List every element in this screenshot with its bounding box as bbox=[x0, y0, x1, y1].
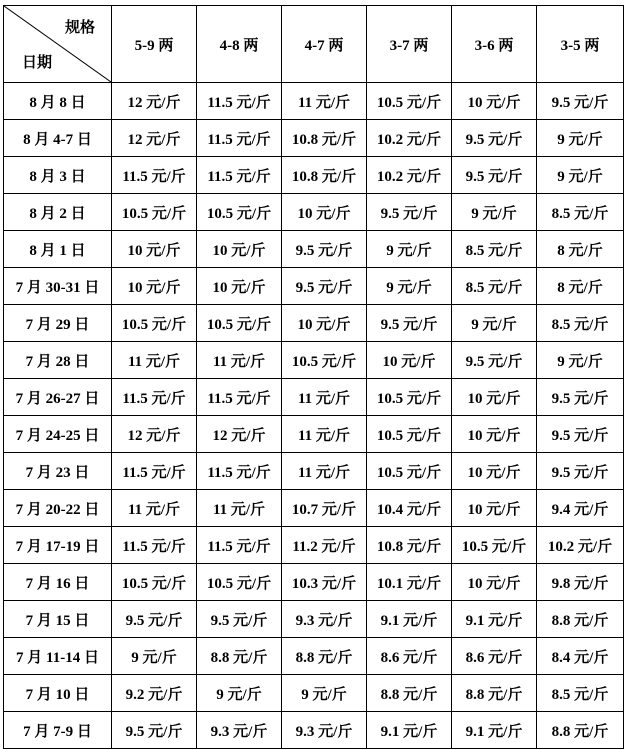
price-cell: 9.5 元/斤 bbox=[452, 157, 537, 194]
spec-header: 3-7 两 bbox=[367, 6, 452, 83]
date-cell: 8 月 1 日 bbox=[4, 231, 112, 268]
price-cell: 9 元/斤 bbox=[282, 675, 367, 712]
date-cell: 8 月 8 日 bbox=[4, 83, 112, 120]
price-cell: 10.7 元/斤 bbox=[282, 490, 367, 527]
date-cell: 7 月 17-19 日 bbox=[4, 527, 112, 564]
price-cell: 11.5 元/斤 bbox=[197, 379, 282, 416]
price-cell: 11.5 元/斤 bbox=[197, 453, 282, 490]
price-cell: 10.2 元/斤 bbox=[367, 157, 452, 194]
price-cell: 9 元/斤 bbox=[367, 231, 452, 268]
price-cell: 9.1 元/斤 bbox=[367, 712, 452, 749]
spec-header: 3-5 两 bbox=[537, 6, 624, 83]
price-cell: 9.5 元/斤 bbox=[537, 416, 624, 453]
price-cell: 8.8 元/斤 bbox=[197, 638, 282, 675]
price-cell: 10 元/斤 bbox=[112, 268, 197, 305]
price-cell: 10 元/斤 bbox=[452, 564, 537, 601]
price-cell: 9 元/斤 bbox=[452, 194, 537, 231]
table-header bbox=[4, 6, 624, 83]
price-cell: 9 元/斤 bbox=[452, 305, 537, 342]
date-cell: 7 月 24-25 日 bbox=[4, 416, 112, 453]
price-cell: 10 元/斤 bbox=[367, 342, 452, 379]
price-cell: 11.5 元/斤 bbox=[112, 157, 197, 194]
table-body bbox=[4, 83, 624, 749]
price-cell: 9.5 元/斤 bbox=[452, 120, 537, 157]
price-cell: 10.5 元/斤 bbox=[367, 453, 452, 490]
date-cell: 7 月 26-27 日 bbox=[4, 379, 112, 416]
price-cell: 9.3 元/斤 bbox=[282, 601, 367, 638]
price-cell: 8.8 元/斤 bbox=[537, 601, 624, 638]
date-cell: 7 月 29 日 bbox=[4, 305, 112, 342]
table-row bbox=[4, 83, 624, 120]
price-cell: 8.6 元/斤 bbox=[367, 638, 452, 675]
date-axis-label: 日期 bbox=[22, 55, 53, 71]
price-cell: 11.5 元/斤 bbox=[112, 527, 197, 564]
price-cell: 9.3 元/斤 bbox=[197, 712, 282, 749]
date-cell: 7 月 23 日 bbox=[4, 453, 112, 490]
price-cell: 9.1 元/斤 bbox=[367, 601, 452, 638]
price-cell: 10.5 元/斤 bbox=[197, 305, 282, 342]
price-cell: 10.5 元/斤 bbox=[112, 564, 197, 601]
price-cell: 8.5 元/斤 bbox=[452, 268, 537, 305]
price-cell: 9.4 元/斤 bbox=[537, 490, 624, 527]
price-cell: 11 元/斤 bbox=[282, 83, 367, 120]
price-cell: 11.5 元/斤 bbox=[197, 120, 282, 157]
price-cell: 8.8 元/斤 bbox=[367, 675, 452, 712]
price-cell: 8.8 元/斤 bbox=[537, 712, 624, 749]
price-cell: 10.2 元/斤 bbox=[537, 527, 624, 564]
price-cell: 9.5 元/斤 bbox=[537, 453, 624, 490]
table-row bbox=[4, 342, 624, 379]
table-row bbox=[4, 416, 624, 453]
price-cell: 10.5 元/斤 bbox=[452, 527, 537, 564]
price-cell: 8.8 元/斤 bbox=[282, 638, 367, 675]
price-cell: 9.5 元/斤 bbox=[367, 194, 452, 231]
price-table bbox=[3, 5, 624, 749]
price-cell: 11 元/斤 bbox=[112, 490, 197, 527]
price-cell: 9.1 元/斤 bbox=[452, 601, 537, 638]
price-cell: 11 元/斤 bbox=[282, 416, 367, 453]
date-cell: 7 月 28 日 bbox=[4, 342, 112, 379]
price-cell: 9.5 元/斤 bbox=[112, 712, 197, 749]
price-cell: 9 元/斤 bbox=[537, 342, 624, 379]
price-cell: 10 元/斤 bbox=[197, 231, 282, 268]
corner-header-cell bbox=[4, 6, 112, 83]
price-cell: 9.5 元/斤 bbox=[197, 601, 282, 638]
price-cell: 10.5 元/斤 bbox=[367, 379, 452, 416]
price-cell: 8 元/斤 bbox=[537, 231, 624, 268]
price-cell: 9.5 元/斤 bbox=[452, 342, 537, 379]
date-cell: 8 月 4-7 日 bbox=[4, 120, 112, 157]
price-cell: 8.5 元/斤 bbox=[537, 305, 624, 342]
price-cell: 9.8 元/斤 bbox=[537, 564, 624, 601]
price-cell: 10.5 元/斤 bbox=[197, 564, 282, 601]
price-cell: 9.5 元/斤 bbox=[282, 231, 367, 268]
table-row bbox=[4, 453, 624, 490]
price-cell: 10.5 元/斤 bbox=[367, 416, 452, 453]
table-row bbox=[4, 601, 624, 638]
spec-header: 3-6 两 bbox=[452, 6, 537, 83]
price-cell: 12 元/斤 bbox=[112, 416, 197, 453]
price-cell: 10.5 元/斤 bbox=[112, 305, 197, 342]
price-cell: 10 元/斤 bbox=[197, 268, 282, 305]
table-row bbox=[4, 120, 624, 157]
price-cell: 9.5 元/斤 bbox=[537, 83, 624, 120]
date-cell: 7 月 7-9 日 bbox=[4, 712, 112, 749]
date-cell: 7 月 11-14 日 bbox=[4, 638, 112, 675]
price-cell: 10.5 元/斤 bbox=[112, 194, 197, 231]
price-cell: 10.2 元/斤 bbox=[367, 120, 452, 157]
price-cell: 10 元/斤 bbox=[452, 453, 537, 490]
spec-header: 4-7 两 bbox=[282, 6, 367, 83]
price-cell: 11.5 元/斤 bbox=[112, 453, 197, 490]
price-cell: 11 元/斤 bbox=[197, 490, 282, 527]
price-cell: 10.1 元/斤 bbox=[367, 564, 452, 601]
price-cell: 10.5 元/斤 bbox=[282, 342, 367, 379]
price-cell: 9.5 元/斤 bbox=[367, 305, 452, 342]
date-cell: 7 月 16 日 bbox=[4, 564, 112, 601]
price-cell: 10 元/斤 bbox=[452, 379, 537, 416]
price-cell: 11.5 元/斤 bbox=[197, 157, 282, 194]
table-row bbox=[4, 527, 624, 564]
price-cell: 10.5 元/斤 bbox=[197, 194, 282, 231]
date-cell: 7 月 10 日 bbox=[4, 675, 112, 712]
price-cell: 10 元/斤 bbox=[452, 490, 537, 527]
price-cell: 9.1 元/斤 bbox=[452, 712, 537, 749]
price-cell: 12 元/斤 bbox=[112, 120, 197, 157]
price-cell: 10 元/斤 bbox=[112, 231, 197, 268]
price-cell: 10 元/斤 bbox=[282, 194, 367, 231]
table-row bbox=[4, 268, 624, 305]
price-cell: 10 元/斤 bbox=[282, 305, 367, 342]
table-row bbox=[4, 564, 624, 601]
table-row bbox=[4, 638, 624, 675]
price-cell: 9 元/斤 bbox=[367, 268, 452, 305]
price-cell: 8.8 元/斤 bbox=[452, 675, 537, 712]
price-cell: 12 元/斤 bbox=[197, 416, 282, 453]
price-cell: 11.5 元/斤 bbox=[197, 83, 282, 120]
table-row bbox=[4, 157, 624, 194]
price-cell: 9.5 元/斤 bbox=[537, 379, 624, 416]
date-cell: 8 月 3 日 bbox=[4, 157, 112, 194]
price-cell: 9.3 元/斤 bbox=[282, 712, 367, 749]
price-cell: 11 元/斤 bbox=[282, 453, 367, 490]
price-cell: 11 元/斤 bbox=[282, 379, 367, 416]
table-row bbox=[4, 379, 624, 416]
price-cell: 11.5 元/斤 bbox=[197, 527, 282, 564]
date-cell: 7 月 20-22 日 bbox=[4, 490, 112, 527]
price-cell: 12 元/斤 bbox=[112, 83, 197, 120]
date-cell: 7 月 30-31 日 bbox=[4, 268, 112, 305]
table-row bbox=[4, 231, 624, 268]
price-cell: 10 元/斤 bbox=[452, 83, 537, 120]
price-cell: 10.8 元/斤 bbox=[282, 120, 367, 157]
price-cell: 9 元/斤 bbox=[537, 120, 624, 157]
price-cell: 8.5 元/斤 bbox=[452, 231, 537, 268]
price-cell: 10.5 元/斤 bbox=[367, 83, 452, 120]
price-cell: 11.5 元/斤 bbox=[112, 379, 197, 416]
header-row bbox=[4, 6, 624, 83]
price-cell: 9 元/斤 bbox=[112, 638, 197, 675]
price-cell: 9 元/斤 bbox=[537, 157, 624, 194]
price-cell: 8 元/斤 bbox=[537, 268, 624, 305]
price-cell: 10.4 元/斤 bbox=[367, 490, 452, 527]
price-cell: 11 元/斤 bbox=[112, 342, 197, 379]
date-cell: 7 月 15 日 bbox=[4, 601, 112, 638]
date-cell: 8 月 2 日 bbox=[4, 194, 112, 231]
spec-header: 5-9 两 bbox=[112, 6, 197, 83]
table-row bbox=[4, 675, 624, 712]
table-row bbox=[4, 305, 624, 342]
spec-header: 4-8 两 bbox=[197, 6, 282, 83]
price-cell: 11 元/斤 bbox=[197, 342, 282, 379]
price-cell: 9.5 元/斤 bbox=[112, 601, 197, 638]
price-cell: 9 元/斤 bbox=[197, 675, 282, 712]
price-cell: 8.4 元/斤 bbox=[537, 638, 624, 675]
price-cell: 10.8 元/斤 bbox=[282, 157, 367, 194]
price-cell: 10 元/斤 bbox=[452, 416, 537, 453]
price-cell: 9.2 元/斤 bbox=[112, 675, 197, 712]
price-cell: 9.5 元/斤 bbox=[282, 268, 367, 305]
price-cell: 10.8 元/斤 bbox=[367, 527, 452, 564]
table-row bbox=[4, 712, 624, 749]
price-cell: 10.3 元/斤 bbox=[282, 564, 367, 601]
spec-axis-label: 规格 bbox=[64, 20, 95, 36]
table-row bbox=[4, 490, 624, 527]
price-cell: 8.5 元/斤 bbox=[537, 194, 624, 231]
price-cell: 11.2 元/斤 bbox=[282, 527, 367, 564]
price-cell: 8.5 元/斤 bbox=[537, 675, 624, 712]
price-cell: 8.6 元/斤 bbox=[452, 638, 537, 675]
table-row bbox=[4, 194, 624, 231]
